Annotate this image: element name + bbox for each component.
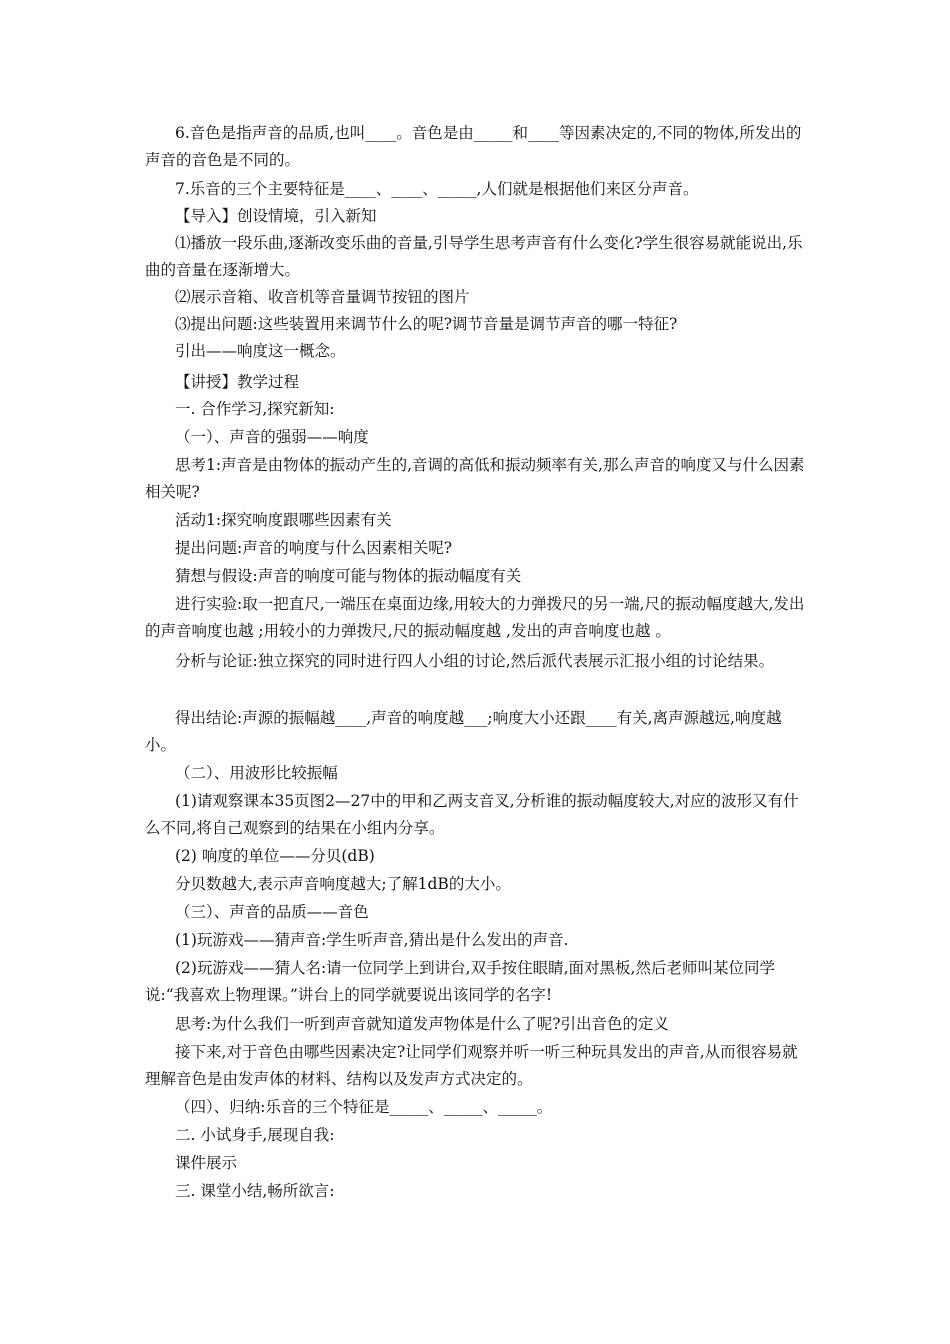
subheading-loudness: （一）、声音的强弱——响度 bbox=[175, 428, 369, 446]
heading-part-one: 一. 合作学习,探究新知: bbox=[175, 400, 335, 418]
paragraph-intro-1: ⑴播放一段乐曲,逐渐改变乐曲的音量,引导学生思考声音有什么变化?学生很容易就能说出,乐曲的音量在逐渐增大。 bbox=[145, 234, 803, 279]
paragraph-hypothesis: 猜想与假设:声音的响度可能与物体的振动幅度有关 bbox=[175, 567, 522, 585]
paragraph-experiment: 进行实验:取一把直尺,一端压在桌面边缘,用较大的力弹拨尺的另一端,尺的振动幅度越大,发出的声音响度也越 ;用较小的力弹拨尺,尺的振动幅度越 ,发出的声音响度也越 。 bbox=[145, 595, 805, 640]
paragraph-q7-features: 7.乐音的三个主要特征是____、____、_____,人们就是根据他们来区分声音。 bbox=[175, 180, 699, 198]
section-heading-lecture: 【讲授】教学过程 bbox=[175, 373, 300, 391]
paragraph-think-1: 思考1:声音是由物体的振动产生的,音调的高低和振动频率有关,那么声音的响度又与什么因素相关呢? bbox=[145, 456, 805, 501]
paragraph-intro-3: ⑶提出问题:这些装置用来调节什么的呢?调节音量是调节声音的哪一特征? bbox=[175, 315, 678, 333]
paragraph-q6-timbre: 6.音色是指声音的品质,也叫____。音色是由_____和____等因素决定的,不同的物体,所发出的声音的音色是不同的。 bbox=[145, 124, 802, 169]
paragraph-conclusion: 得出结论:声源的振幅越____,声音的响度越___;响度大小还跟____有关,离声源越远,响度越小。 bbox=[145, 709, 782, 754]
subheading-timbre: （三）、声音的品质——音色 bbox=[175, 903, 369, 921]
paragraph-decibel-note: 分贝数越大,表示声音响度越大;了解1dB的大小。 bbox=[175, 875, 511, 893]
paragraph-intro-2: ⑵展示音箱、收音机等音量调节按钮的图片 bbox=[175, 288, 470, 306]
paragraph-courseware: 课件展示 bbox=[175, 1154, 238, 1172]
paragraph-activity-1: 活动1:探究响度跟哪些因素有关 bbox=[175, 511, 392, 529]
paragraph-game-1: (1)玩游戏——猜声音:学生听声音,猜出是什么发出的声音. bbox=[175, 931, 569, 949]
paragraph-think-timbre: 思考:为什么我们一听到声音就知道发声物体是什么了呢?引出音色的定义 bbox=[175, 1015, 670, 1033]
heading-part-two: 二. 小试身手,展现自我: bbox=[175, 1126, 335, 1144]
heading-part-three: 三. 课堂小结,畅所欲言: bbox=[175, 1182, 335, 1200]
paragraph-analysis: 分析与论证:独立探究的同时进行四人小组的讨论,然后派代表展示汇报小组的讨论结果。 bbox=[175, 652, 775, 670]
paragraph-timbre-factors: 接下来,对于音色由哪些因素决定?让同学们观察并听一听三种玩具发出的声音,从而很容易就理解音色是由发声体的材料、结构以及发声方式决定的。 bbox=[145, 1043, 798, 1088]
subheading-waveform: （二）、用波形比较振幅 bbox=[175, 764, 338, 782]
paragraph-question: 提出问题:声音的响度与什么因素相关呢? bbox=[175, 539, 453, 557]
paragraph-intro-concept: 引出——响度这一概念。 bbox=[175, 342, 346, 360]
paragraph-waveform-1: (1)请观察课本35页图2—27中的甲和乙两支音叉,分析谁的振动幅度较大,对应的波形又有什么不同,将自己观察到的结果在小组内分享。 bbox=[145, 792, 799, 837]
paragraph-summary-features: （四）、归纳:乐音的三个特征是_____、_____、_____。 bbox=[175, 1098, 553, 1116]
section-heading-intro: 【导入】创设情境，引入新知 bbox=[175, 207, 377, 225]
paragraph-game-2: (2)玩游戏——猜人名:请一位同学上到讲台,双手按住眼睛,面对黑板,然后老师叫某位同学说:“我喜欢上物理课。”讲台上的同学就要说出该同学的名字! bbox=[145, 959, 775, 1004]
paragraph-decibel: (2) 响度的单位——分贝(dB) bbox=[175, 847, 375, 865]
